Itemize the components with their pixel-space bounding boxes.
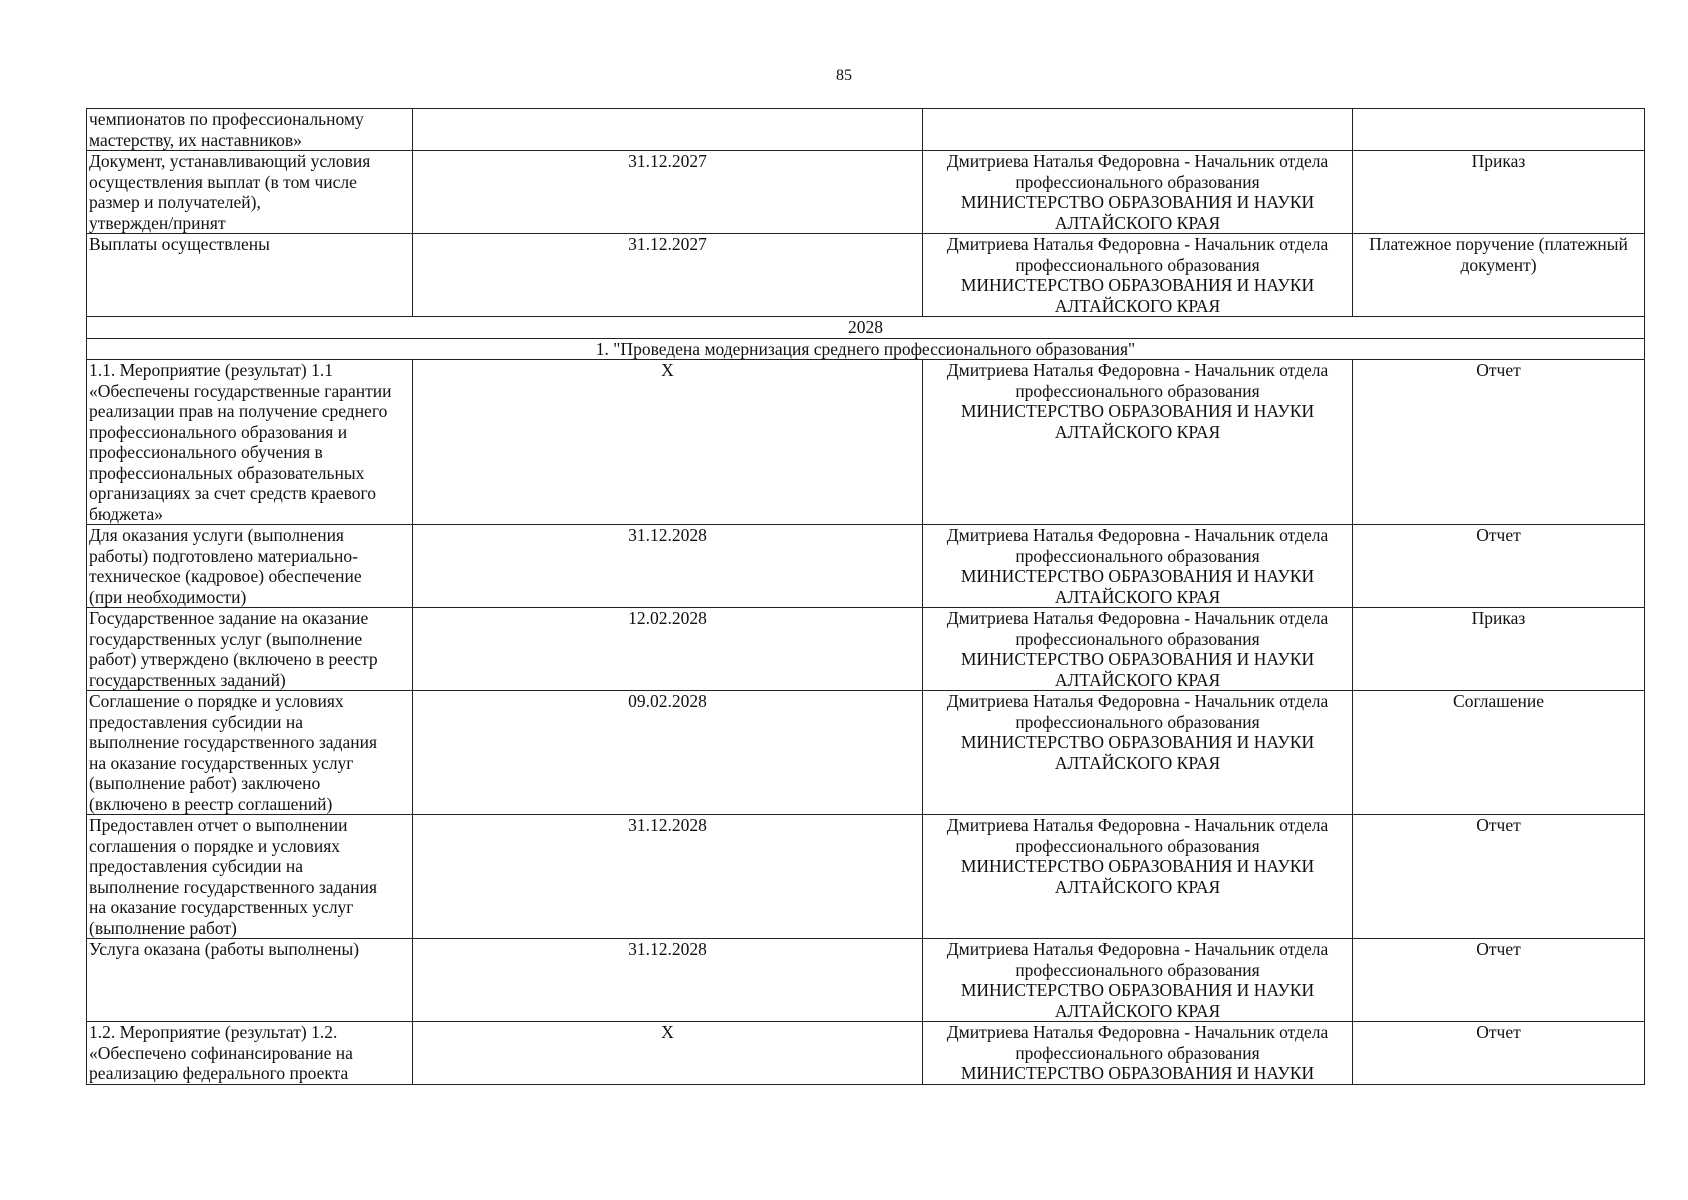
responsible-line: профессионального образования — [1015, 1042, 1260, 1063]
document-type-cell — [1353, 360, 1645, 525]
responsible-line: МИНИСТЕРСТВО ОБРАЗОВАНИЯ И НАУКИ — [960, 566, 1315, 586]
result-name-line: Соглашение о порядке и условиях — [89, 691, 344, 711]
section-heading-cell: 1. "Проведена модернизация среднего профессионального образования" — [87, 338, 1645, 360]
document-type-line: Отчет — [1476, 815, 1521, 835]
responsible-line: профессионального образования — [1015, 254, 1260, 275]
responsible-line: Дмитриева Наталья Федоровна - Начальник отдела — [946, 939, 1329, 959]
document-type-line: Соглашение — [1453, 691, 1544, 711]
document-type-line: Платежное поручение (платежный — [1369, 234, 1628, 254]
responsible-line: Дмитриева Наталья Федоровна - Начальник отдела — [946, 151, 1329, 171]
responsible-line: АЛТАЙСКОГО КРАЯ — [1054, 669, 1221, 690]
document-type-line: Отчет — [1476, 1022, 1521, 1042]
result-name-line: 1.2. Мероприятие (результат) 1.2. — [89, 1022, 338, 1042]
responsible-line: профессионального образования — [1015, 171, 1260, 192]
responsible-line: профессионального образования — [1015, 628, 1260, 649]
result-name-cell — [87, 234, 413, 317]
deadline-cell: 31.12.2028 — [413, 939, 923, 1022]
control-points-table — [86, 108, 1645, 1085]
result-name-line: работ) утверждено (включено в реестр — [89, 649, 378, 669]
table-body — [87, 109, 1645, 1085]
responsible-line: профессионального образования — [1015, 545, 1260, 566]
responsible-line: Дмитриева Наталья Федоровна - Начальник отдела — [946, 1022, 1329, 1042]
result-name-line: предоставления субсидии на — [89, 711, 304, 732]
result-name-cell — [87, 360, 413, 525]
result-name-cell — [87, 151, 413, 234]
section-row — [87, 317, 1645, 339]
responsible-line: АЛТАЙСКОГО КРАЯ — [1054, 876, 1221, 897]
result-name-cell — [87, 1022, 413, 1085]
document-type-line: документ) — [1460, 254, 1537, 275]
result-name-line: утвержден/принят — [89, 212, 226, 233]
result-name-line: выполнение государственного задания — [89, 876, 377, 897]
result-name-line: организациях за счет средств краевого — [89, 483, 377, 503]
result-name-line: (выполнение работ) заключено — [89, 773, 321, 793]
document-type-cell — [1353, 525, 1645, 608]
result-name-line: осуществления выплат (в том числе — [89, 171, 357, 192]
document-type-line: Приказ — [1471, 151, 1526, 171]
responsible-cell — [923, 608, 1353, 691]
result-name-line: на оказание государственных услуг — [89, 897, 354, 917]
responsible-cell — [923, 234, 1353, 317]
result-name-line: размер и получателей), — [89, 192, 261, 212]
result-name-line: профессиональных образовательных — [89, 462, 365, 483]
result-name-cell — [87, 109, 413, 151]
responsible-cell — [923, 939, 1353, 1022]
responsible-line: МИНИСТЕРСТВО ОБРАЗОВАНИЯ И НАУКИ — [960, 401, 1315, 421]
result-name-line: бюджета» — [89, 503, 163, 524]
deadline-cell: 12.02.2028 — [413, 608, 923, 691]
page-number: 85 — [836, 67, 852, 84]
result-name-line: чемпионатов по профессиональному — [89, 109, 364, 129]
result-name-line: государственных услуг (выполнение — [89, 628, 363, 649]
responsible-line: МИНИСТЕРСТВО ОБРАЗОВАНИЯ И НАУКИ — [960, 856, 1315, 876]
document-type-line: Отчет — [1476, 525, 1521, 545]
result-name-line: профессионального образования и — [89, 421, 348, 442]
responsible-line: АЛТАЙСКОГО КРАЯ — [1054, 295, 1221, 316]
responsible-line: профессионального образования — [1015, 959, 1260, 980]
responsible-line: профессионального образования — [1015, 835, 1260, 856]
result-name-line: «Обеспечено софинансирование на — [89, 1042, 353, 1063]
result-name-cell — [87, 939, 413, 1022]
deadline-cell: X — [413, 360, 923, 525]
result-name-cell — [87, 691, 413, 815]
responsible-cell — [923, 109, 1353, 151]
responsible-line: АЛТАЙСКОГО КРАЯ — [1054, 752, 1221, 773]
result-name-line: Выплаты осуществлены — [89, 234, 270, 254]
responsible-line: Дмитриева Наталья Федоровна - Начальник отдела — [946, 234, 1329, 254]
result-name-line: профессионального обучения в — [89, 442, 323, 462]
table-row — [87, 151, 1645, 234]
section-heading-cell: 2028 — [87, 317, 1645, 339]
document-type-cell — [1353, 691, 1645, 815]
responsible-line: МИНИСТЕРСТВО ОБРАЗОВАНИЯ И НАУКИ — [960, 980, 1315, 1000]
responsible-line: АЛТАЙСКОГО КРАЯ — [1054, 586, 1221, 607]
result-name-line: государственных заданий) — [89, 669, 286, 690]
result-name-line: предоставления субсидии на — [89, 856, 304, 876]
document-type-line: Приказ — [1471, 608, 1526, 628]
responsible-line: Дмитриева Наталья Федоровна - Начальник отдела — [946, 815, 1329, 835]
document-type-line: Отчет — [1476, 360, 1521, 380]
responsible-line: МИНИСТЕРСТВО ОБРАЗОВАНИЯ И НАУКИ — [960, 275, 1315, 295]
result-name-line: Предоставлен отчет о выполнении — [89, 815, 348, 835]
deadline-cell: 31.12.2027 — [413, 151, 923, 234]
result-name-line: Услуга оказана (работы выполнены) — [89, 939, 360, 959]
table-row — [87, 939, 1645, 1022]
result-name-line: 1.1. Мероприятие (результат) 1.1 — [89, 360, 333, 380]
responsible-cell — [923, 691, 1353, 815]
document-type-cell — [1353, 1022, 1645, 1085]
result-name-line: (при необходимости) — [89, 586, 247, 607]
responsible-line: МИНИСТЕРСТВО ОБРАЗОВАНИЯ И НАУКИ — [960, 192, 1315, 212]
responsible-line: МИНИСТЕРСТВО ОБРАЗОВАНИЯ И НАУКИ — [960, 1063, 1315, 1083]
result-name-line: на оказание государственных услуг — [89, 752, 354, 773]
result-name-line: Документ, устанавливающий условия — [89, 151, 371, 171]
table-row — [87, 525, 1645, 608]
document-type-line: Отчет — [1476, 939, 1521, 959]
result-name-line: Для оказания услуги (выполнения — [89, 525, 344, 545]
document-type-cell — [1353, 939, 1645, 1022]
document-type-cell — [1353, 109, 1645, 151]
responsible-cell — [923, 815, 1353, 939]
result-name-line: реализацию федерального проекта — [89, 1063, 349, 1083]
result-name-line: (выполнение работ) — [89, 917, 237, 938]
table-row — [87, 109, 1645, 151]
deadline-cell — [413, 109, 923, 151]
responsible-cell — [923, 360, 1353, 525]
deadline-cell: 09.02.2028 — [413, 691, 923, 815]
responsible-cell — [923, 151, 1353, 234]
result-name-cell — [87, 525, 413, 608]
table-row — [87, 815, 1645, 939]
responsible-line: МИНИСТЕРСТВО ОБРАЗОВАНИЯ И НАУКИ — [960, 649, 1315, 669]
document-type-cell — [1353, 608, 1645, 691]
result-name-line: Государственное задание на оказание — [89, 608, 369, 628]
responsible-cell — [923, 1022, 1353, 1085]
responsible-line: профессионального образования — [1015, 380, 1260, 401]
responsible-line: МИНИСТЕРСТВО ОБРАЗОВАНИЯ И НАУКИ — [960, 732, 1315, 752]
document-type-cell — [1353, 815, 1645, 939]
responsible-line: АЛТАЙСКОГО КРАЯ — [1054, 212, 1221, 233]
responsible-line: Дмитриева Наталья Федоровна - Начальник отдела — [946, 608, 1329, 628]
responsible-line: АЛТАЙСКОГО КРАЯ — [1054, 1000, 1221, 1021]
result-name-line: соглашения о порядке и условиях — [89, 835, 341, 856]
responsible-line: АЛТАЙСКОГО КРАЯ — [1054, 421, 1221, 442]
section-row — [87, 338, 1645, 360]
result-name-line: мастерству, их наставников» — [89, 129, 302, 150]
result-name-cell — [87, 608, 413, 691]
responsible-line: Дмитриева Наталья Федоровна - Начальник отдела — [946, 360, 1329, 380]
table-row — [87, 234, 1645, 317]
responsible-line: профессионального образования — [1015, 711, 1260, 732]
deadline-cell: 31.12.2028 — [413, 525, 923, 608]
responsible-line: Дмитриева Наталья Федоровна - Начальник отдела — [946, 691, 1329, 711]
table-row — [87, 691, 1645, 815]
deadline-cell: X — [413, 1022, 923, 1085]
result-name-line: работы) подготовлено материально- — [89, 545, 358, 566]
result-name-line: реализации прав на получение среднего — [89, 401, 388, 421]
table-row — [87, 608, 1645, 691]
deadline-cell: 31.12.2028 — [413, 815, 923, 939]
result-name-line: выполнение государственного задания — [89, 732, 377, 752]
document-type-cell — [1353, 234, 1645, 317]
table-row — [87, 1022, 1645, 1085]
result-name-line: «Обеспечены государственные гарантии — [89, 380, 392, 401]
responsible-line: Дмитриева Наталья Федоровна - Начальник отдела — [946, 525, 1329, 545]
deadline-cell: 31.12.2027 — [413, 234, 923, 317]
result-name-line: техническое (кадровое) обеспечение — [89, 566, 362, 586]
table-row — [87, 360, 1645, 525]
responsible-cell — [923, 525, 1353, 608]
result-name-line: (включено в реестр соглашений) — [89, 793, 333, 814]
document-type-cell — [1353, 151, 1645, 234]
result-name-cell — [87, 815, 413, 939]
